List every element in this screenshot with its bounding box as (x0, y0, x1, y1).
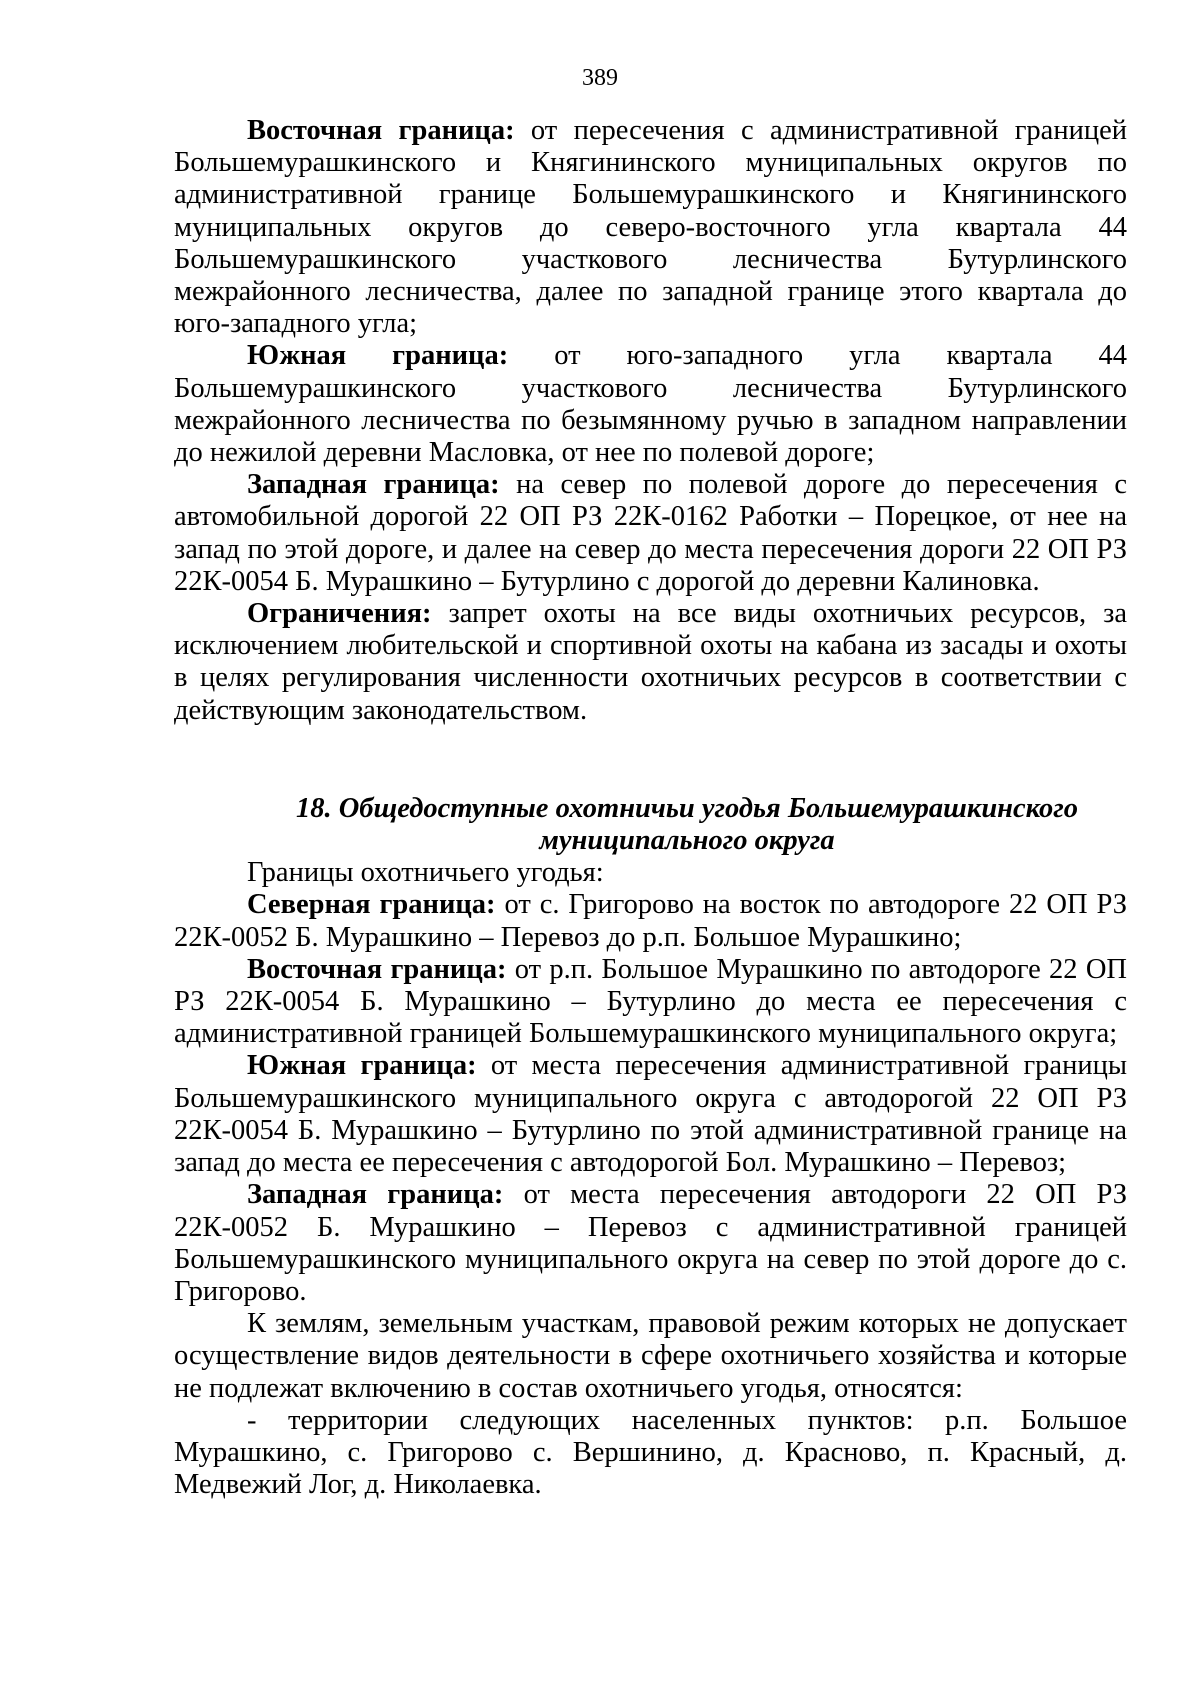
s18-south-border-paragraph (174, 1050, 1127, 1179)
west-border-text: на север по полевой дороге до пересечения с автомобильной дорогой 22 ОП РЗ 22К-0162 Работки – Порецкое, от нее на запад по этой дороге, и далее на север до места пересечения дороги 22 ОП РЗ 22К-0054 Б. Мурашкино – Бутурлино с дорогой до деревни Калиновка. (174, 469, 1127, 597)
restrictions-text: запрет охоты на все виды охотничьих ресурсов, за исключением любительской и спортивной охоты на кабана из засады и охоты в целях регулирования численности охотничьих ресурсов в соответствии с действующим законодательством. (174, 598, 1127, 726)
south-border-paragraph (174, 340, 1127, 469)
lands-paragraph: К землям, земельным участкам, правовой режим которых не допускает осуществление видов деятельности в сфере охотничьего хозяйства и которые не подлежат включению в состав охотничьего угодья, относятся: (174, 1308, 1127, 1404)
s18-west-border-paragraph (174, 1179, 1127, 1308)
east-border-text: от пересечения с административной границей Большемурашкинского и Княгининского муниципальных округов по административной границе Большемурашкинского и Княгининского муниципальных округов до северо-восточного угла квартала 44 Большемурашкинского участкового лесничества Бутурлинского межрайонного лесничества, далее по западной границе этого квартала до юго-западного угла; (174, 115, 1127, 340)
s18-south-border-text: от места пересечения административной границы Большемурашкинского муниципального округа с автодорогой 22 ОП РЗ 22К-0054 Б. Мурашкино – Бутурлино по этой административной границе на запад до места ее пересечения с автодорогой Бол. Мурашкино – Перевоз; (174, 1050, 1127, 1179)
s18-east-border-paragraph (174, 954, 1127, 1051)
restrictions-paragraph (174, 598, 1127, 727)
section-18-title (174, 793, 1127, 857)
west-border-paragraph (174, 469, 1127, 598)
section-18-title-line-2: муниципального округа (539, 825, 835, 857)
south-border-label: Южная граница: (247, 340, 509, 372)
s18-west-border-label: Западная граница: (247, 1179, 504, 1211)
s18-east-border-text: от р.п. Большое Мурашкино по автодороге 22 ОП РЗ 22К-0054 Б. Мурашкино – Бутурлино до места ее пересечения с административной границей Большемурашкинского муниципального округа; (174, 953, 1127, 1050)
section-18-title-line-1: 18. Общедоступные охотничьи угодья Большемурашкинского (295, 792, 1079, 824)
settlements-list-item: - территории следующих населенных пунктов: р.п. Большое Мурашкино, с. Григорово с. Вершинино, д. Красново, п. Красный, д. Медвежий Лог, д. Николаевка. (174, 1404, 1127, 1501)
s18-north-border-text: от с. Григорово на восток по автодороге 22 ОП РЗ 22К-0052 Б. Мурашкино – Перевоз до р.п. Большое Мурашкино; (174, 889, 1127, 953)
s18-east-border-label: Восточная граница: (247, 953, 507, 985)
restrictions-label: Ограничения: (247, 598, 432, 630)
page-number: 389 (582, 65, 618, 91)
borders-heading: Границы охотничьего угодья: (247, 857, 604, 889)
s18-west-border-text: от места пересечения автодороги 22 ОП РЗ 22К-0052 Б. Мурашкино – Перевоз с административной границей Большемурашкинского муниципального округа на север по этой дороге до с. Григорово. (174, 1179, 1127, 1307)
document-body (174, 115, 1127, 1501)
south-border-text: от юго-западного угла квартала 44 Большемурашкинского участкового лесничества Бутурлинского межрайонного лесничества по безымянному ручью в западном направлении до нежилой деревни Масловка, от нее по полевой дороге; (174, 340, 1127, 469)
west-border-label: Западная граница: (247, 469, 500, 501)
s18-north-border-paragraph (174, 889, 1127, 953)
east-border-paragraph (174, 115, 1127, 340)
s18-north-border-label: Северная граница: (247, 889, 496, 921)
east-border-label: Восточная граница: (247, 115, 515, 146)
s18-south-border-label: Южная граница: (247, 1050, 477, 1082)
